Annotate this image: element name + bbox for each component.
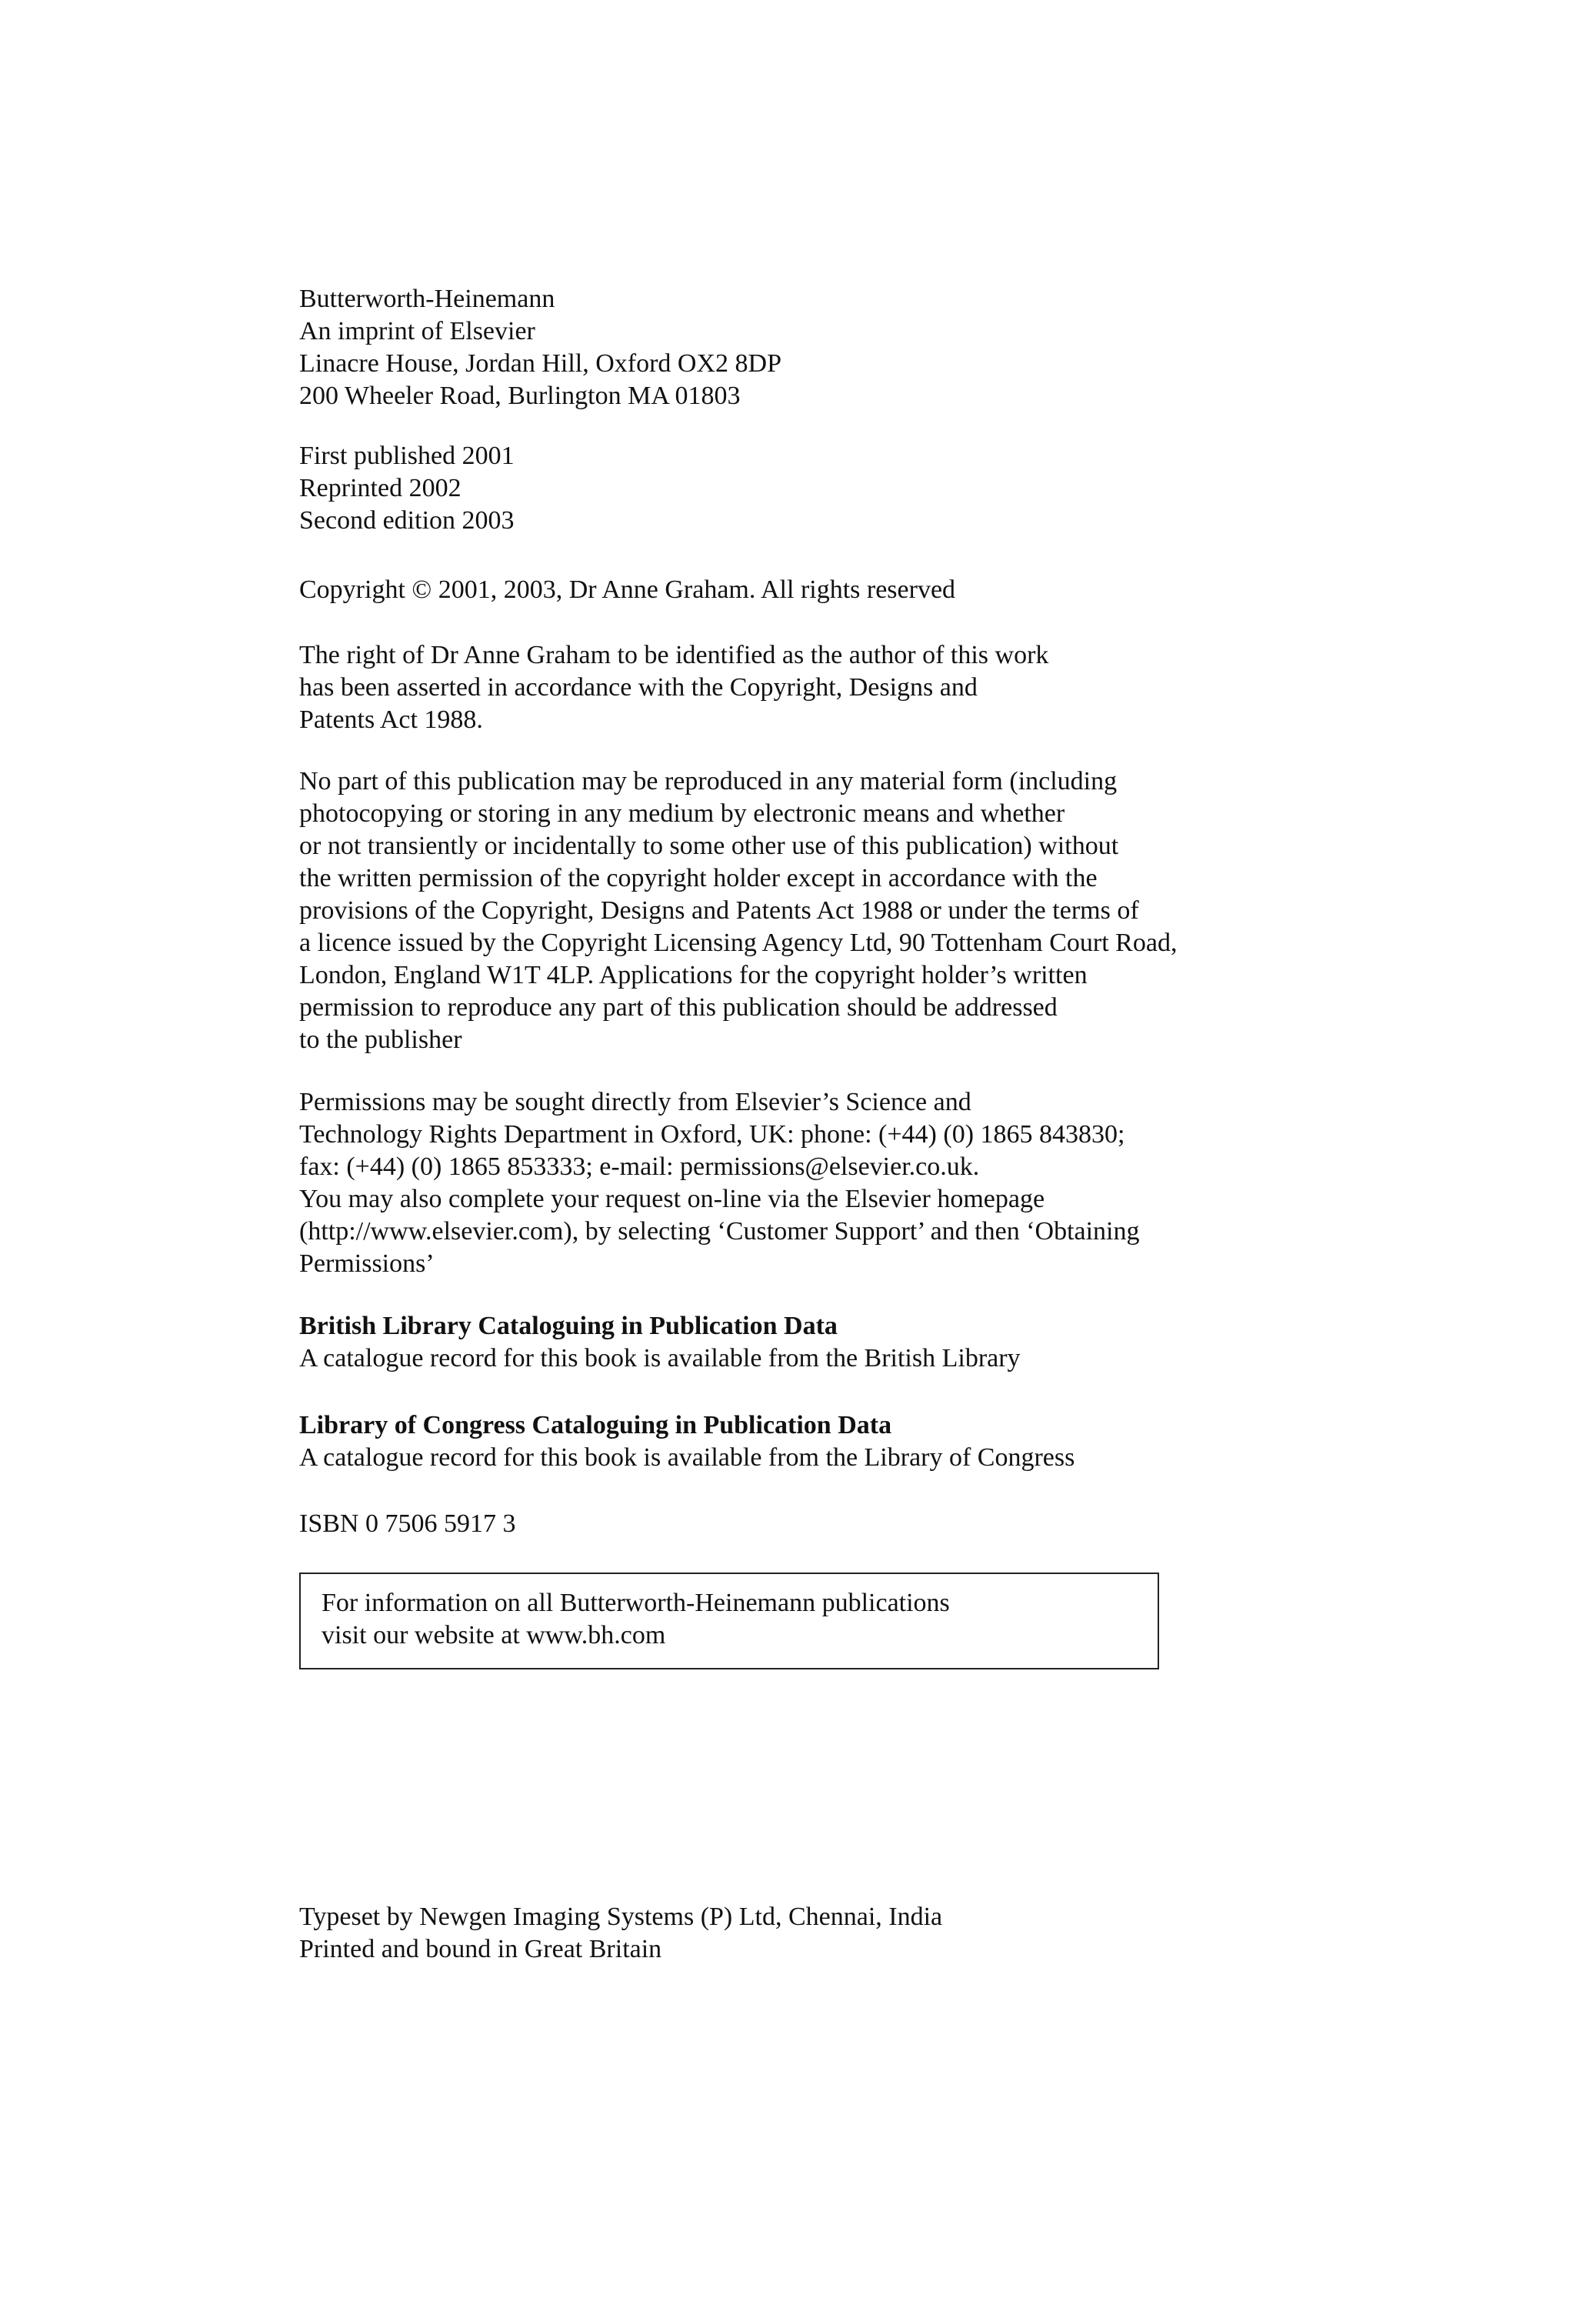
moral-right-line: Patents Act 1988.	[299, 705, 483, 734]
reproduction-line: London, England W1T 4LP. Applications for the copyright holder’s written	[299, 961, 1088, 989]
permissions-line: (http://www.elsevier.com), by selecting ‘Customer Support’ and then ‘Obtaining	[299, 1217, 1140, 1246]
british-library-text: A catalogue record for this book is available from the British Library	[299, 1344, 1021, 1372]
permissions-line: Permissions may be sought directly from Elsevier’s Science and	[299, 1088, 971, 1116]
permissions-line: You may also complete your request on-line via the Elsevier homepage	[299, 1185, 1045, 1213]
production-credits	[299, 1901, 1314, 1966]
publisher-address-us: 200 Wheeler Road, Burlington MA 01803	[299, 382, 741, 410]
typeset-credit: Typeset by Newgen Imaging Systems (P) Ltd, Chennai, India	[299, 1903, 943, 1931]
reproduction-line: provisions of the Copyright, Designs and Patents Act 1988 or under the terms of	[299, 896, 1139, 925]
history-first-published: First published 2001	[299, 442, 515, 470]
publication-history	[299, 440, 1314, 537]
reproduction-line: No part of this publication may be reproduced in any material form (including	[299, 767, 1118, 795]
british-library-section	[299, 1310, 1314, 1375]
isbn-section	[299, 1508, 1314, 1540]
reproduction-line: to the publisher	[299, 1026, 462, 1054]
publisher-name: Butterworth-Heinemann	[299, 285, 555, 313]
moral-right-paragraph	[299, 639, 1314, 736]
copyright-notice	[299, 574, 1314, 606]
reproduction-line: a licence issued by the Copyright Licensing Agency Ltd, 90 Tottenham Court Road,	[299, 929, 1178, 957]
publisher-imprint: An imprint of Elsevier	[299, 317, 535, 345]
reproduction-line: permission to reproduce any part of this publication should be addressed	[299, 993, 1058, 1022]
info-box-line: visit our website at www.bh.com	[322, 1621, 666, 1649]
library-of-congress-text: A catalogue record for this book is available from the Library of Congress	[299, 1443, 1075, 1472]
british-library-heading: British Library Cataloguing in Publication Data	[299, 1312, 838, 1340]
library-of-congress-heading: Library of Congress Cataloguing in Publication Data	[299, 1411, 892, 1439]
permissions-line: Permissions’	[299, 1249, 435, 1278]
printing-credit: Printed and bound in Great Britain	[299, 1935, 662, 1963]
publisher-address	[299, 283, 1314, 412]
library-of-congress-section	[299, 1409, 1314, 1474]
permissions-line: fax: (+44) (0) 1865 853333; e-mail: permissions@elsevier.co.uk.	[299, 1152, 980, 1181]
publisher-address-uk: Linacre House, Jordan Hill, Oxford OX2 8DP	[299, 349, 781, 378]
permissions-paragraph	[299, 1086, 1314, 1280]
reproduction-paragraph	[299, 765, 1314, 1056]
permissions-line: Technology Rights Department in Oxford, UK: phone: (+44) (0) 1865 843830;	[299, 1120, 1125, 1149]
reproduction-line: photocopying or storing in any medium by electronic means and whether	[299, 799, 1065, 828]
copyright-line: Copyright © 2001, 2003, Dr Anne Graham. All rights reserved	[299, 575, 956, 604]
reproduction-line: the written permission of the copyright holder except in accordance with the	[299, 864, 1098, 892]
history-reprinted: Reprinted 2002	[299, 474, 461, 502]
history-second-edition: Second edition 2003	[299, 506, 515, 535]
info-box-line: For information on all Butterworth-Heinemann publications	[322, 1589, 950, 1617]
reproduction-line: or not transiently or incidentally to some other use of this publication) without	[299, 832, 1119, 860]
website-info-box	[299, 1573, 1159, 1669]
moral-right-line: has been asserted in accordance with the Copyright, Designs and	[299, 673, 978, 702]
moral-right-line: The right of Dr Anne Graham to be identified as the author of this work	[299, 641, 1049, 669]
isbn-line: ISBN 0 7506 5917 3	[299, 1509, 516, 1538]
